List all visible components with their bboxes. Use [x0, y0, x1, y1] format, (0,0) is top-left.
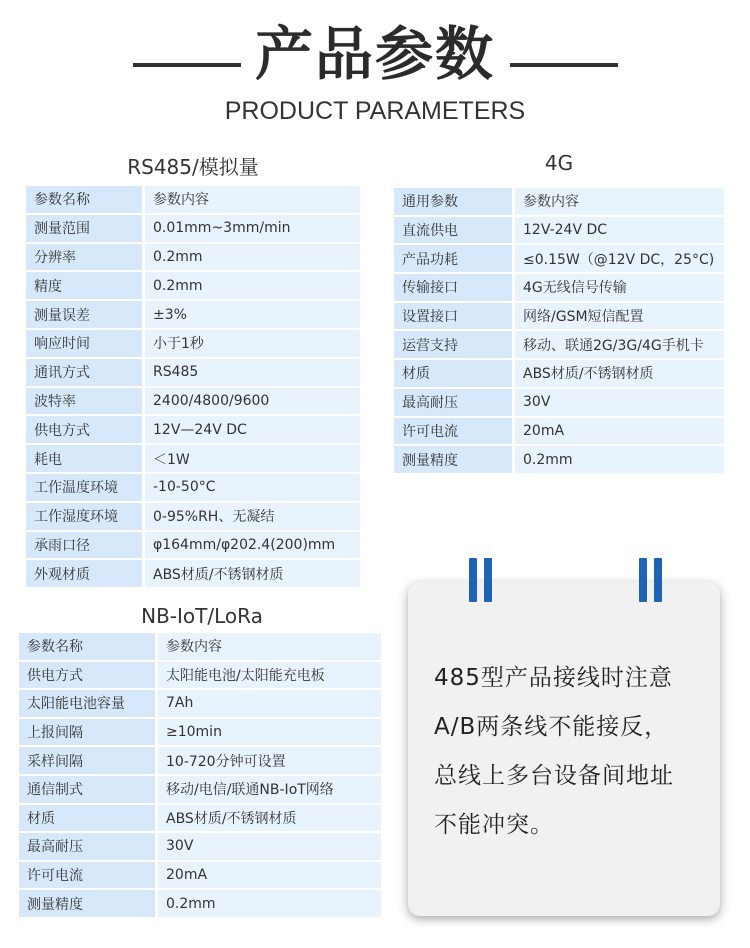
spec-key: 许可电流	[394, 418, 515, 447]
spec-header-key: 通用参数	[394, 188, 515, 217]
nbiot-spec-table	[19, 633, 381, 919]
spec-header-value: 参数内容	[158, 633, 381, 662]
spec-row	[19, 662, 381, 691]
spec-row	[26, 244, 360, 273]
note-line: 不能冲突。	[434, 812, 554, 838]
spec-value: ≥10min	[158, 719, 381, 748]
spec-row	[19, 633, 381, 662]
spec-key: 工作湿度环境	[26, 503, 145, 532]
spec-key: 材质	[19, 805, 158, 834]
spec-value: ≤0.15W（@12V DC，25°C)	[515, 245, 724, 274]
spec-header-key: 参数名称	[26, 186, 145, 215]
spec-value: 0-95%RH、无凝结	[145, 503, 360, 532]
spec-row	[26, 186, 360, 215]
spec-row	[394, 389, 724, 418]
page-subtitle: PRODUCT PARAMETERS	[224, 97, 526, 125]
spec-key: 通信制式	[19, 776, 158, 805]
wiring-note-text	[434, 654, 714, 850]
spec-row	[394, 446, 724, 475]
spec-key: 直流供电	[394, 217, 515, 246]
4g-section-title: 4G	[544, 151, 574, 175]
spec-row	[394, 303, 724, 332]
spec-key: 耗电	[26, 445, 145, 474]
spec-key: 测量精度	[394, 446, 515, 475]
spec-value: 10-720分钟可设置	[158, 747, 381, 776]
spec-key: 测量精度	[19, 890, 158, 919]
spec-key: 精度	[26, 272, 145, 301]
spec-key: 材质	[394, 360, 515, 389]
spec-value: -10-50°C	[145, 474, 360, 503]
spec-value: 7Ah	[158, 690, 381, 719]
spec-header-value: 参数内容	[515, 188, 724, 217]
spec-value: 0.2mm	[145, 272, 360, 301]
spec-value: 4G无线信号传输	[515, 274, 724, 303]
spec-key: 通讯方式	[26, 359, 145, 388]
spec-value: 0.01mm~3mm/min	[145, 215, 360, 244]
spec-row	[19, 805, 381, 834]
spec-key: 波特率	[26, 388, 145, 417]
page-title: 产品参数	[254, 20, 495, 88]
spec-value: 移动、联通2G/3G/4G手机卡	[515, 331, 724, 360]
spec-key: 外观材质	[26, 560, 145, 589]
rs485-section-title: RS485/模拟量	[127, 155, 259, 179]
spec-key: 太阳能电池容量	[19, 690, 158, 719]
spec-value: 小于1秒	[145, 330, 360, 359]
spec-row	[394, 274, 724, 303]
spec-row	[394, 188, 724, 217]
spec-value: 30V	[515, 389, 724, 418]
spec-row	[19, 890, 381, 919]
spec-row	[19, 862, 381, 891]
spec-row	[26, 301, 360, 330]
spec-key: 工作温度环境	[26, 474, 145, 503]
spec-value: ±3%	[145, 301, 360, 330]
spec-value: ABS材质/不锈钢材质	[158, 805, 381, 834]
spec-row	[26, 560, 360, 589]
spec-key: 产品功耗	[394, 245, 515, 274]
spec-value: RS485	[145, 359, 360, 388]
spec-key: 传输接口	[394, 274, 515, 303]
nbiot-section-title: NB-IoT/LoRa	[141, 604, 263, 628]
spec-row	[19, 719, 381, 748]
wiring-note-card	[408, 582, 720, 916]
spec-key: 最高耐压	[19, 833, 158, 862]
spec-row	[26, 330, 360, 359]
binder-clip-right-icon	[639, 558, 663, 602]
spec-key: 响应时间	[26, 330, 145, 359]
spec-row	[394, 217, 724, 246]
spec-value: ABS材质/不锈钢材质	[515, 360, 724, 389]
spec-row	[26, 272, 360, 301]
spec-key: 设置接口	[394, 303, 515, 332]
spec-value: 12V—24V DC	[145, 416, 360, 445]
spec-header-value: 参数内容	[145, 186, 360, 215]
spec-row	[26, 388, 360, 417]
spec-key: 分辨率	[26, 244, 145, 273]
4g-spec-table	[394, 188, 724, 475]
spec-row	[19, 833, 381, 862]
spec-row	[19, 690, 381, 719]
spec-row	[26, 532, 360, 561]
spec-key: 运营支持	[394, 331, 515, 360]
spec-value: 2400/4800/9600	[145, 388, 360, 417]
spec-row	[394, 331, 724, 360]
spec-value: ABS材质/不锈钢材质	[145, 560, 360, 589]
spec-value: 0.2mm	[158, 890, 381, 919]
spec-row	[394, 245, 724, 274]
spec-value: 网络/GSM短信配置	[515, 303, 724, 332]
spec-row	[26, 474, 360, 503]
spec-value: φ164mm/φ202.4(200)mm	[145, 532, 360, 561]
spec-key: 最高耐压	[394, 389, 515, 418]
spec-value: 移动/电信/联通NB-IoT网络	[158, 776, 381, 805]
spec-key: 测量范围	[26, 215, 145, 244]
spec-row	[394, 418, 724, 447]
spec-row	[19, 747, 381, 776]
note-line: 总线上多台设备间地址	[434, 763, 674, 789]
spec-header-key: 参数名称	[19, 633, 158, 662]
spec-value: 12V-24V DC	[515, 217, 724, 246]
spec-key: 采样间隔	[19, 747, 158, 776]
spec-key: 供电方式	[26, 416, 145, 445]
spec-row	[26, 416, 360, 445]
spec-value: 太阳能电池/太阳能充电板	[158, 662, 381, 691]
note-line: A/B两条线不能接反，	[434, 714, 669, 740]
spec-row	[26, 359, 360, 388]
spec-row	[19, 776, 381, 805]
binder-clip-left-icon	[469, 558, 493, 602]
spec-value: 30V	[158, 833, 381, 862]
note-line: 485型产品接线时注意	[434, 665, 673, 691]
spec-row	[26, 503, 360, 532]
spec-row	[26, 215, 360, 244]
spec-key: 许可电流	[19, 862, 158, 891]
spec-value: 0.2mm	[515, 446, 724, 475]
spec-value: 0.2mm	[145, 244, 360, 273]
spec-value: 20mA	[515, 418, 724, 447]
spec-row	[26, 445, 360, 474]
spec-key: 供电方式	[19, 662, 158, 691]
rs485-spec-table	[26, 186, 360, 589]
spec-key: 承雨口径	[26, 532, 145, 561]
spec-value: 20mA	[158, 862, 381, 891]
spec-key: 测量误差	[26, 301, 145, 330]
spec-value: ＜1W	[145, 445, 360, 474]
spec-key: 上报间隔	[19, 719, 158, 748]
spec-row	[394, 360, 724, 389]
